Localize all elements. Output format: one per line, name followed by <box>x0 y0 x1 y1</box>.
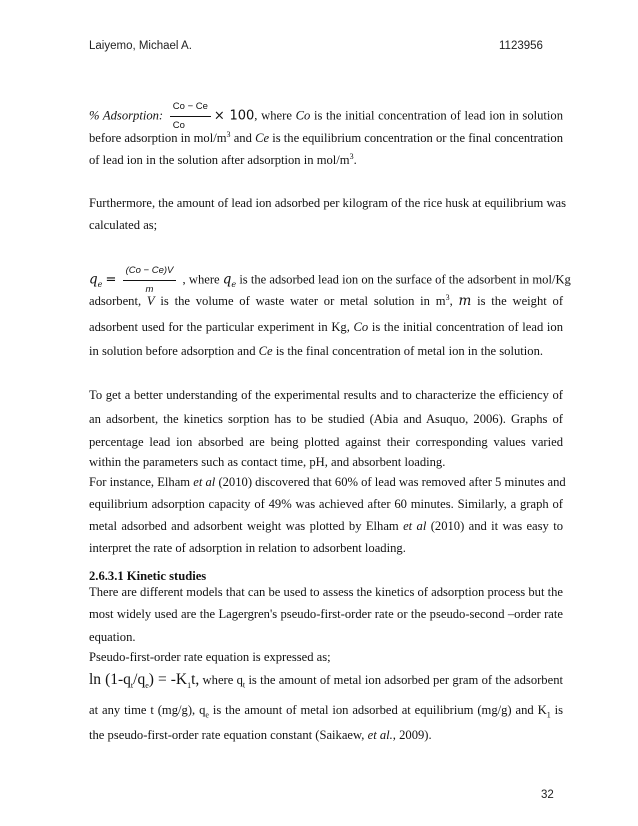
text: is the volume of waste water or metal solution in m <box>160 294 446 308</box>
elham-line-1 <box>89 474 566 490</box>
text: is the amount of metal ion adsorbed per gram of the adsorbent <box>248 673 563 687</box>
adsorption-line-2 <box>89 130 563 146</box>
text: and <box>233 131 252 145</box>
subscript: 1 <box>546 710 551 720</box>
paragraph-line: most widely used are the Lagergren's pseudo-first-order rate or the pseudo-second –order rate <box>89 607 563 621</box>
pfo-equation <box>89 671 200 691</box>
text: is the equilibrium concentration or the final concentration <box>272 131 563 145</box>
text: , where <box>182 272 220 287</box>
paragraph-line: percentage lead ion absorbed are being plotted against their corresponding values varied <box>89 435 563 449</box>
subscript: e <box>145 681 149 691</box>
text: of lead ion in the solution after adsorption in mol/m <box>89 153 350 167</box>
text: is the weight of <box>477 294 564 308</box>
subscript: e <box>97 279 103 289</box>
fraction-numerator: Co − Ce <box>170 99 211 117</box>
header-author: Laiyemo, Michael A. <box>89 40 192 52</box>
equals: = <box>105 272 117 288</box>
elham-line-3 <box>89 518 563 534</box>
paragraph-line: To get a better understanding of the experimental results and to characterize the efficiency of <box>89 388 563 402</box>
paragraph-line: There are different models that can be used to assess the kinetics of adsorption process but the <box>89 585 563 599</box>
subscript: t <box>242 680 246 690</box>
text: is the initial concentration of lead ion in solution <box>313 108 564 123</box>
paragraph-line: Pseudo-first-order rate equation is expressed as; <box>89 650 331 664</box>
subscript: t <box>130 681 134 691</box>
fraction-denominator: m <box>145 284 154 295</box>
var-co: Co <box>353 320 369 334</box>
text: the pseudo-first-order rate equation constant (Saikaew, <box>89 728 365 742</box>
superscript: 3 <box>226 129 231 139</box>
et-al: et al., <box>367 728 396 742</box>
text: is the final concentration of metal ion in the solution. <box>275 344 544 358</box>
text: . <box>353 153 357 167</box>
header-student-id: 1123956 <box>499 40 543 52</box>
var-ce: Ce <box>258 344 273 358</box>
text: For instance, Elham <box>89 475 191 489</box>
paragraph-line: interpret the rate of adsorption in relation to adsorbent loading. <box>89 541 406 555</box>
text: metal adsorbed and adsorbent weight was plotted by Elham <box>89 519 399 533</box>
subscript: 1 <box>187 681 192 691</box>
text: at any time t (mg/g), q <box>89 703 206 717</box>
text: adsorbent used for the particular experiment in Kg, <box>89 320 350 334</box>
var-q: q <box>89 271 98 288</box>
text: adsorbent, <box>89 294 142 308</box>
text: before adsorption in mol/m <box>89 131 227 145</box>
qe-line-2 <box>89 293 563 309</box>
text: is the adsorbed lead ion on the surface of the adsorbent in mol/Kg <box>239 272 571 287</box>
paragraph-line: an adsorbent, the kinetics sorption has to be studied (Abia and Asuquo, 2006). Graphs of <box>89 412 563 426</box>
superscript: 3 <box>349 151 354 161</box>
adsorption-label: % Adsorption: <box>89 108 164 123</box>
eq-comma: , <box>254 108 258 123</box>
paragraph-line: equation. <box>89 630 136 644</box>
qe-line-3 <box>89 319 563 335</box>
superscript: 3 <box>445 292 450 302</box>
pfo-line-3 <box>89 727 563 743</box>
page-number: 32 <box>541 789 554 801</box>
text: (2010) discovered that 60% of lead was removed after 5 minutes and <box>218 475 566 489</box>
text: t, <box>191 671 200 688</box>
et-al: et al <box>403 519 427 533</box>
adsorption-fraction <box>170 99 211 134</box>
text: in solution before adsorption and <box>89 344 256 358</box>
var-v: V <box>146 294 155 308</box>
text: where q <box>202 673 243 687</box>
fraction-numerator: (Co − Ce)V <box>123 263 177 281</box>
var-m: m <box>458 293 472 309</box>
text: /q <box>133 671 146 688</box>
subscript: e <box>231 279 237 289</box>
paragraph-line: Furthermore, the amount of lead ion adsorbed per kilogram of the rice husk at equilibrium was <box>89 196 567 210</box>
pfo-equation-line <box>89 671 563 691</box>
var-ce: Ce <box>255 131 270 145</box>
times-100: × 100 <box>213 108 255 124</box>
text: is the initial concentration of lead ion <box>371 320 564 334</box>
text: ln (1-q <box>89 671 131 688</box>
paragraph-line: calculated as; <box>89 218 158 232</box>
qe-line-4 <box>89 343 563 359</box>
var-co: Co <box>295 108 311 123</box>
adsorption-equation-line <box>89 99 563 134</box>
section-heading: 2.6.3.1 Kinetic studies <box>89 569 207 583</box>
text: 2009). <box>399 728 432 742</box>
subscript: e <box>205 710 209 720</box>
text: , <box>449 294 453 308</box>
text: ) = -K <box>148 671 188 688</box>
adsorption-line-3 <box>89 152 563 168</box>
pfo-line-2 <box>89 702 563 718</box>
text: where <box>261 108 292 123</box>
var-q: q <box>222 271 232 288</box>
paragraph-line: equilibrium adsorption capacity of 49% was achieved after 60 minutes. Similarly, a graph of <box>89 497 563 511</box>
text: (2010) and it was easy to <box>430 519 563 533</box>
text: is <box>554 703 564 717</box>
text: is the amount of metal ion adsorbed at equilibrium (mg/g) and K <box>212 703 547 717</box>
fraction-denominator: Co <box>172 120 185 131</box>
et-al: et al <box>193 475 216 489</box>
paragraph-line: within the parameters such as contact time, pH, and absorbent loading. <box>89 455 446 469</box>
